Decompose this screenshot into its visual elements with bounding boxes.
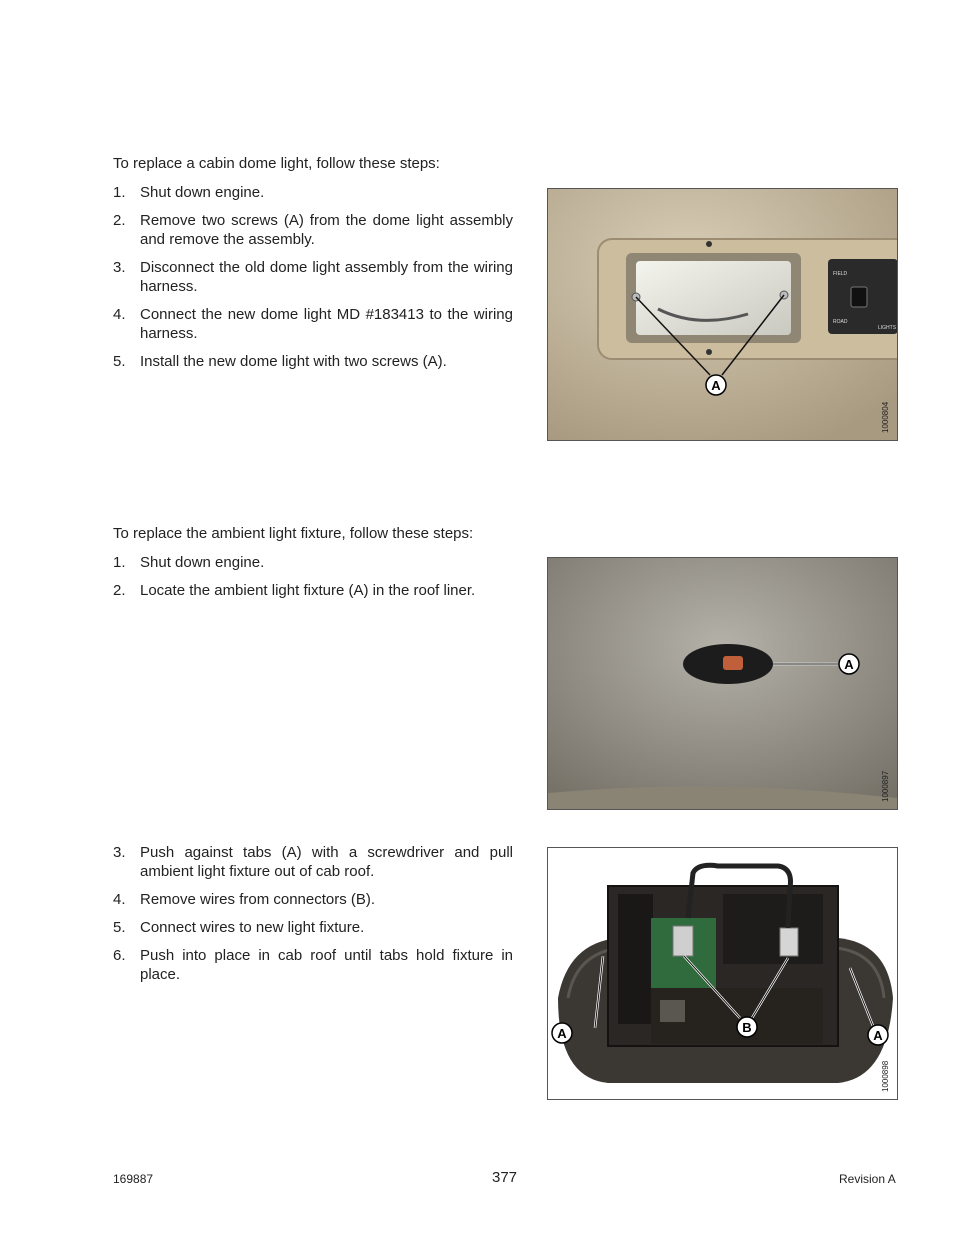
- callout-a-right-label: A: [873, 1028, 883, 1043]
- callout-a-label: A: [711, 378, 721, 393]
- ambient-light-steps-2: [113, 843, 513, 993]
- list-item: [113, 258, 513, 296]
- step-text: Install the new dome light with two screws (A).: [140, 353, 447, 370]
- list-item: [113, 183, 513, 202]
- fixture-removal-figure: [547, 847, 898, 1100]
- step-number: 2.: [113, 582, 126, 599]
- page-number: 377: [492, 1169, 518, 1186]
- ambient-light-steps-1: [113, 553, 513, 609]
- step-number: 5.: [113, 353, 126, 370]
- dome-light-photo: [548, 189, 897, 440]
- list-item: [113, 843, 513, 881]
- step-text: Shut down engine.: [140, 184, 265, 201]
- step-number: 6.: [113, 947, 126, 964]
- fixture-removal-photo: [548, 848, 897, 1099]
- step-text: Push against tabs (A) with a screwdriver and pull ambient light fixture out of cab roof.: [140, 844, 513, 880]
- step-text: Push into place in cab roof until tabs hold fixture in place.: [140, 947, 513, 983]
- step-text: Disconnect the old dome light assembly from the wiring harness.: [140, 259, 513, 295]
- step-number: 3.: [113, 259, 126, 276]
- list-item: [113, 211, 513, 249]
- step-number: 1.: [113, 184, 126, 201]
- doc-number: 169887: [113, 1172, 154, 1186]
- list-item: [113, 352, 513, 371]
- step-text: Shut down engine.: [140, 554, 265, 571]
- step-number: 1.: [113, 554, 126, 571]
- list-item: [113, 946, 513, 984]
- panel-label-top: FIELD: [833, 271, 848, 277]
- step-text: Remove wires from connectors (B).: [140, 891, 376, 908]
- step-number: 4.: [113, 891, 126, 908]
- step-number: 4.: [113, 306, 126, 323]
- list-item: [113, 305, 513, 343]
- list-item: [113, 581, 513, 600]
- figure-id: 1000898: [881, 1060, 890, 1092]
- step-text: Locate the ambient light fixture (A) in the roof liner.: [140, 582, 476, 599]
- figure-id: 1000897: [881, 770, 890, 802]
- revision-label: Revision A: [839, 1172, 896, 1186]
- step-number: 3.: [113, 844, 126, 861]
- dome-light-intro: To replace a cabin dome light, follow these steps:: [113, 155, 440, 172]
- dome-light-figure: [547, 188, 898, 441]
- step-number: 2.: [113, 212, 126, 229]
- callout-b-label: B: [742, 1020, 752, 1035]
- step-text: Connect wires to new light fixture.: [140, 919, 365, 936]
- ambient-light-intro: To replace the ambient light fixture, follow these steps:: [113, 525, 474, 542]
- panel-label-bottom: LIGHTS: [878, 325, 897, 331]
- list-item: [113, 553, 513, 572]
- list-item: [113, 890, 513, 909]
- callout-a-label: A: [844, 657, 854, 672]
- dome-light-steps: [113, 183, 513, 380]
- figure-id: 1000804: [881, 401, 890, 433]
- callout-a-left-label: A: [557, 1026, 567, 1041]
- step-number: 5.: [113, 919, 126, 936]
- ambient-light-photo: [548, 558, 897, 809]
- ambient-light-figure: [547, 557, 898, 810]
- list-item: [113, 918, 513, 937]
- panel-label-mid: ROAD: [833, 319, 848, 325]
- step-text: Remove two screws (A) from the dome light assembly and remove the assembly.: [140, 212, 513, 248]
- step-text: Connect the new dome light MD #183413 to the wiring harness.: [140, 306, 513, 342]
